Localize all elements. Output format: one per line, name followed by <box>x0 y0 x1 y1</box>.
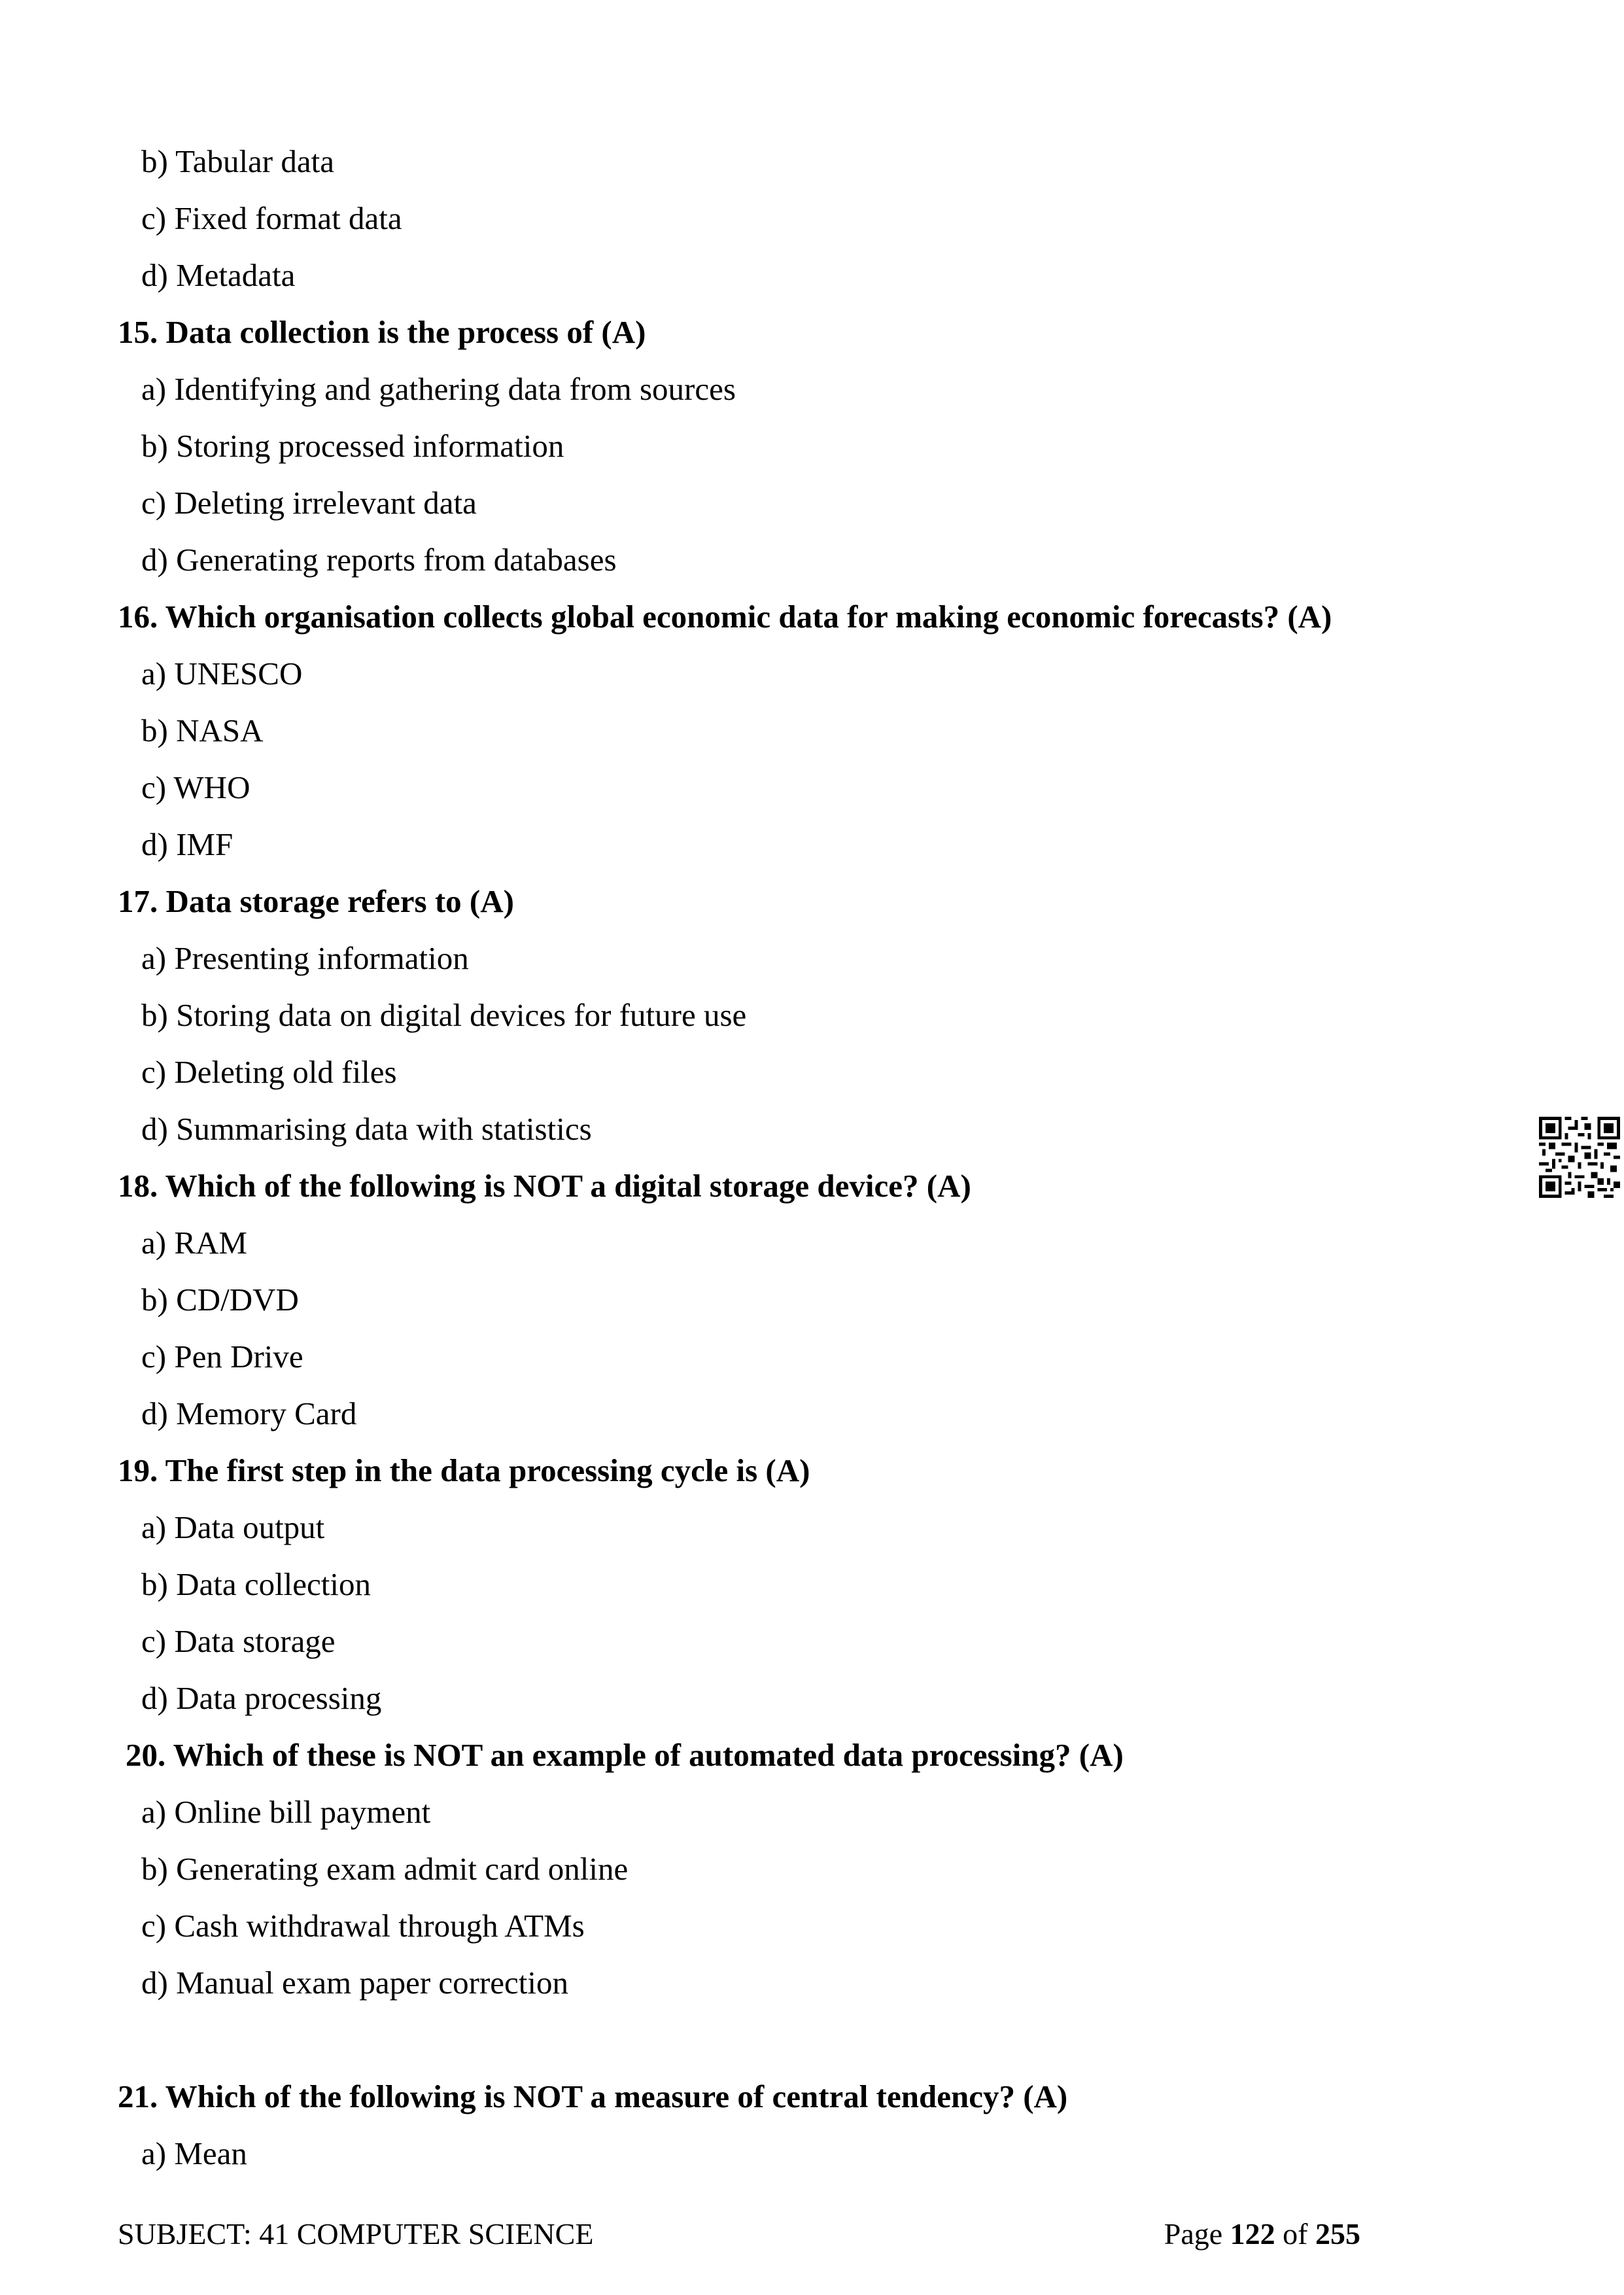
option-15b: b) Storing processed information <box>141 428 564 464</box>
page-total: 255 <box>1315 2217 1360 2251</box>
option-19b: b) Data collection <box>141 1566 371 1602</box>
option-19a: a) Data output <box>141 1509 325 1545</box>
page-label: Page <box>1164 2217 1223 2251</box>
option-18a: a) RAM <box>141 1225 247 1261</box>
option-17d: d) Summarising data with statistics <box>141 1111 592 1147</box>
option-16a: a) UNESCO <box>141 656 303 692</box>
option-19d: d) Data processing <box>141 1680 382 1716</box>
option-20d: d) Manual exam paper correction <box>141 1965 569 2001</box>
question-16: 16. Which organisation collects global economic data for making economic forecasts? (A) <box>118 599 1332 635</box>
option-14b: b) Tabular data <box>141 143 334 179</box>
option-16d: d) IMF <box>141 826 233 862</box>
option-18b: b) CD/DVD <box>141 1282 299 1318</box>
option-19c: c) Data storage <box>141 1623 336 1659</box>
question-19: 19. The first step in the data processing cycle is (A) <box>118 1452 810 1488</box>
option-18c: c) Pen Drive <box>141 1339 303 1375</box>
question-21: 21. Which of the following is NOT a measure of central tendency? (A) <box>118 2078 1068 2114</box>
page-of-label: of <box>1283 2217 1308 2251</box>
page-current: 122 <box>1230 2217 1275 2251</box>
question-18: 18. Which of the following is NOT a digital storage device? (A) <box>118 1168 971 1204</box>
option-14c: c) Fixed format data <box>141 200 402 236</box>
option-15d: d) Generating reports from databases <box>141 542 617 578</box>
option-16c: c) WHO <box>141 769 251 805</box>
question-15: 15. Data collection is the process of (A) <box>118 314 646 350</box>
option-21a: a) Mean <box>141 2135 247 2171</box>
option-20c: c) Cash withdrawal through ATMs <box>141 1908 585 1944</box>
option-15a: a) Identifying and gathering data from sources <box>141 371 736 407</box>
option-20a: a) Online bill payment <box>141 1794 431 1830</box>
option-18d: d) Memory Card <box>141 1395 357 1431</box>
footer-subject: SUBJECT: 41 COMPUTER SCIENCE <box>118 2217 594 2251</box>
option-17c: c) Deleting old files <box>141 1054 397 1090</box>
option-14d: d) Metadata <box>141 257 296 293</box>
option-16b: b) NASA <box>141 712 264 748</box>
qr-code-icon <box>1539 1117 1620 1198</box>
question-20: 20. Which of these is NOT an example of automated data processing? (A) <box>126 1737 1124 1773</box>
question-17: 17. Data storage refers to (A) <box>118 883 514 919</box>
option-20b: b) Generating exam admit card online <box>141 1851 629 1887</box>
option-17a: a) Presenting information <box>141 940 469 976</box>
option-15c: c) Deleting irrelevant data <box>141 485 477 521</box>
option-17b: b) Storing data on digital devices for future use <box>141 997 747 1033</box>
footer-page-number <box>1164 2215 1360 2254</box>
